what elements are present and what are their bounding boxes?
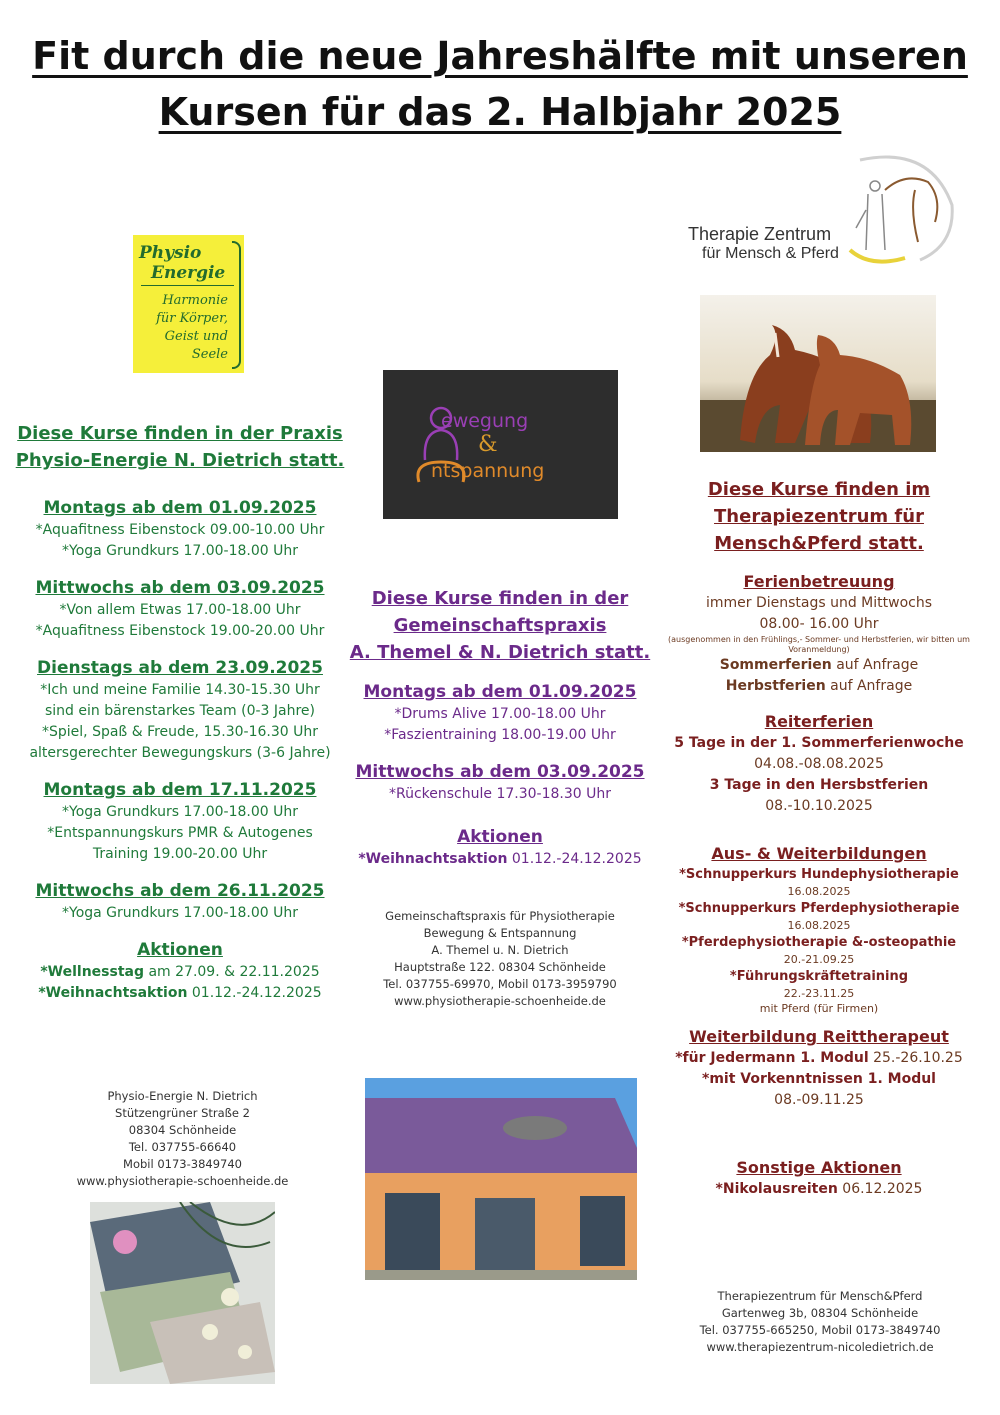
building-photo — [365, 1078, 637, 1280]
course-line: *Yoga Grundkurs 17.00-18.00 Uhr — [62, 543, 298, 559]
course-line: *Entspannungskurs PMR & Autogenes — [47, 825, 313, 841]
reittherapeut-item — [660, 1069, 978, 1111]
reiter-title: Reiterferien — [764, 712, 874, 731]
ferien-sommer — [660, 655, 978, 676]
course-line: altersgerechter Bewegungskurs (3-6 Jahre) — [29, 745, 331, 761]
ferien-note: (ausgenommen in den Frühlings,- Sommer- und Herbstferien, wir bitten um Voranmeldung) — [668, 635, 970, 654]
therapie-logo-line1: Therapie Zentrum — [688, 224, 832, 244]
left-block — [15, 778, 345, 865]
slogan-line: Seele — [191, 347, 228, 362]
middle-block — [345, 680, 655, 746]
left-block-day: Montags ab dem 17.11.2025 — [43, 780, 317, 800]
sommer-text: auf Anfrage — [831, 657, 919, 673]
left-address — [60, 1088, 305, 1190]
aus-date: 22.-23.11.25 — [783, 987, 855, 1000]
address-line: Tel. 037755-66640 — [128, 1140, 237, 1154]
right-heading-line: Diese Kurse finden im — [707, 479, 931, 500]
left-column — [15, 420, 345, 1004]
sonstige-line — [660, 1179, 978, 1200]
course-line: Training 19.00-20.00 Uhr — [92, 846, 268, 862]
reiter-line: 5 Tage in der 1. Sommerferienwoche — [674, 735, 964, 751]
course-line: *Von allem Etwas 17.00-18.00 Uhr — [59, 602, 301, 618]
reittherapeut-item — [660, 1048, 978, 1069]
reiter-line: 3 Tage in den Hersbstferien — [709, 777, 929, 793]
middle-block-day: Montags ab dem 01.09.2025 — [363, 682, 637, 702]
middle-heading-line: Diese Kurse finden in der — [371, 588, 629, 609]
item-name: *für Jedermann 1. Modul — [675, 1050, 869, 1066]
physio-logo-name-2: Energie — [151, 263, 226, 283]
aus-date: 20.-21.09.25 — [783, 953, 855, 966]
address-line: Bewegung & Entspannung — [423, 926, 577, 940]
therapie-logo-line2: für Mensch & Pferd — [702, 245, 839, 262]
middle-aktionen-title: Aktionen — [457, 827, 543, 847]
title-line-1: Fit durch die neue Jahreshälfte mit unseren — [32, 34, 968, 78]
course-line: *Spiel, Spaß & Freude, 15.30-16.30 Uhr — [42, 724, 318, 740]
buddha-outline-icon — [383, 370, 618, 519]
aktion-text: am 27.09. & 22.11.2025 — [144, 964, 320, 980]
left-aktionen-title: Aktionen — [137, 940, 223, 960]
address-line: Physio-Energie N. Dietrich — [107, 1089, 258, 1103]
ferien-title: Ferienbetreuung — [743, 572, 895, 591]
reiter-section — [660, 711, 978, 817]
address-line: Gartenweg 3b, 08304 Schönheide — [721, 1306, 919, 1320]
left-block — [15, 576, 345, 642]
address-line: www.therapiezentrum-nicoledietrich.de — [706, 1340, 934, 1354]
aktion-name: *Weihnachtsaktion — [358, 851, 508, 867]
logo-ampersand: & — [478, 432, 498, 457]
aktion-text: 01.12.-24.12.2025 — [507, 851, 642, 867]
therapie-zentrum-logo — [680, 150, 960, 270]
logo-word-bewegung: ewegung — [441, 410, 529, 432]
left-block — [15, 656, 345, 764]
ferien-line: immer Dienstags und Mittwochs — [705, 595, 933, 611]
ferien-herbst — [660, 676, 978, 697]
slogan-line: Geist und — [164, 329, 228, 344]
aus-section — [660, 843, 978, 1016]
address-line: Therapiezentrum für Mensch&Pferd — [717, 1289, 923, 1303]
address-line: A. Themel u. N. Dietrich — [431, 943, 569, 957]
sommer-name: Sommerferien — [719, 657, 832, 673]
left-block-day: Mittwochs ab dem 26.11.2025 — [35, 881, 325, 901]
slogan-line: Harmonie — [162, 293, 228, 308]
ferien-section — [660, 571, 978, 697]
right-address — [670, 1288, 970, 1356]
left-heading-line: Diese Kurse finden in der Praxis — [17, 423, 343, 444]
ferien-line: 08.00- 16.00 Uhr — [759, 616, 879, 632]
address-line: Stützengrüner Straße 2 — [115, 1106, 250, 1120]
middle-block — [345, 760, 655, 805]
sonstige-title: Sonstige Aktionen — [736, 1158, 902, 1177]
aktion-line — [345, 849, 655, 870]
address-line: Mobil 0173-3849740 — [123, 1157, 242, 1171]
course-line: *Drums Alive 17.00-18.00 Uhr — [394, 706, 606, 722]
aktion-name: *Weihnachtsaktion — [38, 985, 188, 1001]
course-line: *Ich und meine Familie 14.30-15.30 Uhr — [40, 682, 320, 698]
course-line: *Aquafitness Eibenstock 09.00-10.00 Uhr — [35, 522, 325, 538]
address-line: www.physiotherapie-schoenheide.de — [76, 1174, 289, 1188]
left-block-day: Dienstags ab dem 23.09.2025 — [37, 658, 323, 678]
aus-date: 16.08.2025 — [787, 885, 851, 898]
horses-photo — [700, 295, 936, 452]
aus-item: *Schnupperkurs Pferdephysiotherapie — [678, 901, 960, 916]
reiter-line: 04.08.-08.08.2025 — [754, 756, 884, 772]
title-line-2: Kursen für das 2. Halbjahr 2025 — [158, 90, 842, 134]
address-line: 08304 Schönheide — [128, 1123, 237, 1137]
physio-energie-logo — [133, 235, 244, 373]
course-line: *Aquafitness Eibenstock 19.00-20.00 Uhr — [35, 623, 325, 639]
course-line: *Yoga Grundkurs 17.00-18.00 Uhr — [62, 905, 298, 921]
aktion-name: *Wellnesstag — [40, 964, 145, 980]
address-line: Gemeinschaftspraxis für Physiotherapie — [385, 909, 615, 923]
left-heading-line: Physio-Energie N. Dietrich statt. — [15, 450, 345, 471]
middle-column — [345, 585, 655, 870]
reittherapeut-section — [660, 1026, 978, 1111]
sonstige-section — [660, 1157, 978, 1200]
aktion-line — [15, 962, 345, 983]
item-name: *mit Vorkenntnissen 1. Modul — [702, 1071, 936, 1087]
aktion-text: 01.12.-24.12.2025 — [187, 985, 322, 1001]
aktion-line — [15, 983, 345, 1004]
aus-item: *Führungskräftetraining — [729, 969, 909, 984]
course-line: *Faszientraining 18.00-19.00 Uhr — [384, 727, 616, 743]
aus-item: *Schnupperkurs Hundephysiotherapie — [679, 867, 959, 882]
item-text: 25.-26.10.25 — [868, 1050, 963, 1066]
sonstige-text: 06.12.2025 — [837, 1181, 923, 1197]
right-heading-line: Mensch&Pferd statt. — [714, 533, 924, 554]
middle-heading-line: A. Themel & N. Dietrich statt. — [349, 642, 651, 663]
course-line: sind ein bärenstarkes Team (0-3 Jahre) — [44, 703, 316, 719]
address-line: Hauptstraße 122. 08304 Schönheide — [394, 960, 606, 974]
bewegung-entspannung-logo — [383, 370, 618, 519]
physio-logo-name — [139, 243, 225, 283]
logo-word-entspannung: ntspannung — [431, 460, 545, 482]
brace-decoration — [232, 241, 241, 369]
page-title — [0, 28, 1000, 140]
left-block-day: Mittwochs ab dem 03.09.2025 — [35, 578, 325, 598]
aus-extra: mit Pferd (für Firmen) — [759, 1002, 879, 1015]
course-line: *Yoga Grundkurs 17.00-18.00 Uhr — [62, 804, 298, 820]
physio-logo-rule — [141, 285, 234, 286]
reittherapeut-title: Weiterbildung Reittherapeut — [689, 1027, 949, 1046]
right-column — [660, 476, 978, 1200]
right-heading-line: Therapiezentrum für — [714, 506, 924, 527]
address-line: www.physiotherapie-schoenheide.de — [394, 994, 606, 1008]
aus-date: 16.08.2025 — [787, 919, 851, 932]
middle-address — [355, 908, 645, 1010]
item-text: 08.-09.11.25 — [774, 1092, 864, 1108]
middle-heading-line: Gemeinschaftspraxis — [393, 615, 607, 636]
left-block — [15, 879, 345, 924]
course-line: *Rückenschule 17.30-18.30 Uhr — [389, 786, 611, 802]
right-heading — [660, 476, 978, 557]
herbst-text: auf Anfrage — [825, 678, 913, 694]
left-block — [15, 496, 345, 562]
spa-flyer-photo — [90, 1202, 275, 1384]
middle-heading — [345, 585, 655, 666]
physio-logo-slogan — [156, 292, 228, 364]
left-heading — [15, 420, 345, 474]
slogan-line: für Körper, — [156, 311, 228, 326]
reiter-line: 08.-10.10.2025 — [765, 798, 873, 814]
physio-logo-name-1: Physio — [139, 243, 202, 263]
aus-title: Aus- & Weiterbildungen — [711, 844, 927, 863]
sonstige-name: *Nikolausreiten — [715, 1181, 838, 1197]
address-line: Tel. 037755-665250, Mobil 0173-3849740 — [699, 1323, 941, 1337]
middle-block-day: Mittwochs ab dem 03.09.2025 — [355, 762, 645, 782]
herbst-name: Herbstferien — [725, 678, 826, 694]
address-line: Tel. 037755-69970, Mobil 0173-3959790 — [383, 977, 617, 991]
aus-item: *Pferdephysiotherapie &-osteopathie — [681, 935, 957, 950]
left-block-day: Montags ab dem 01.09.2025 — [43, 498, 317, 518]
